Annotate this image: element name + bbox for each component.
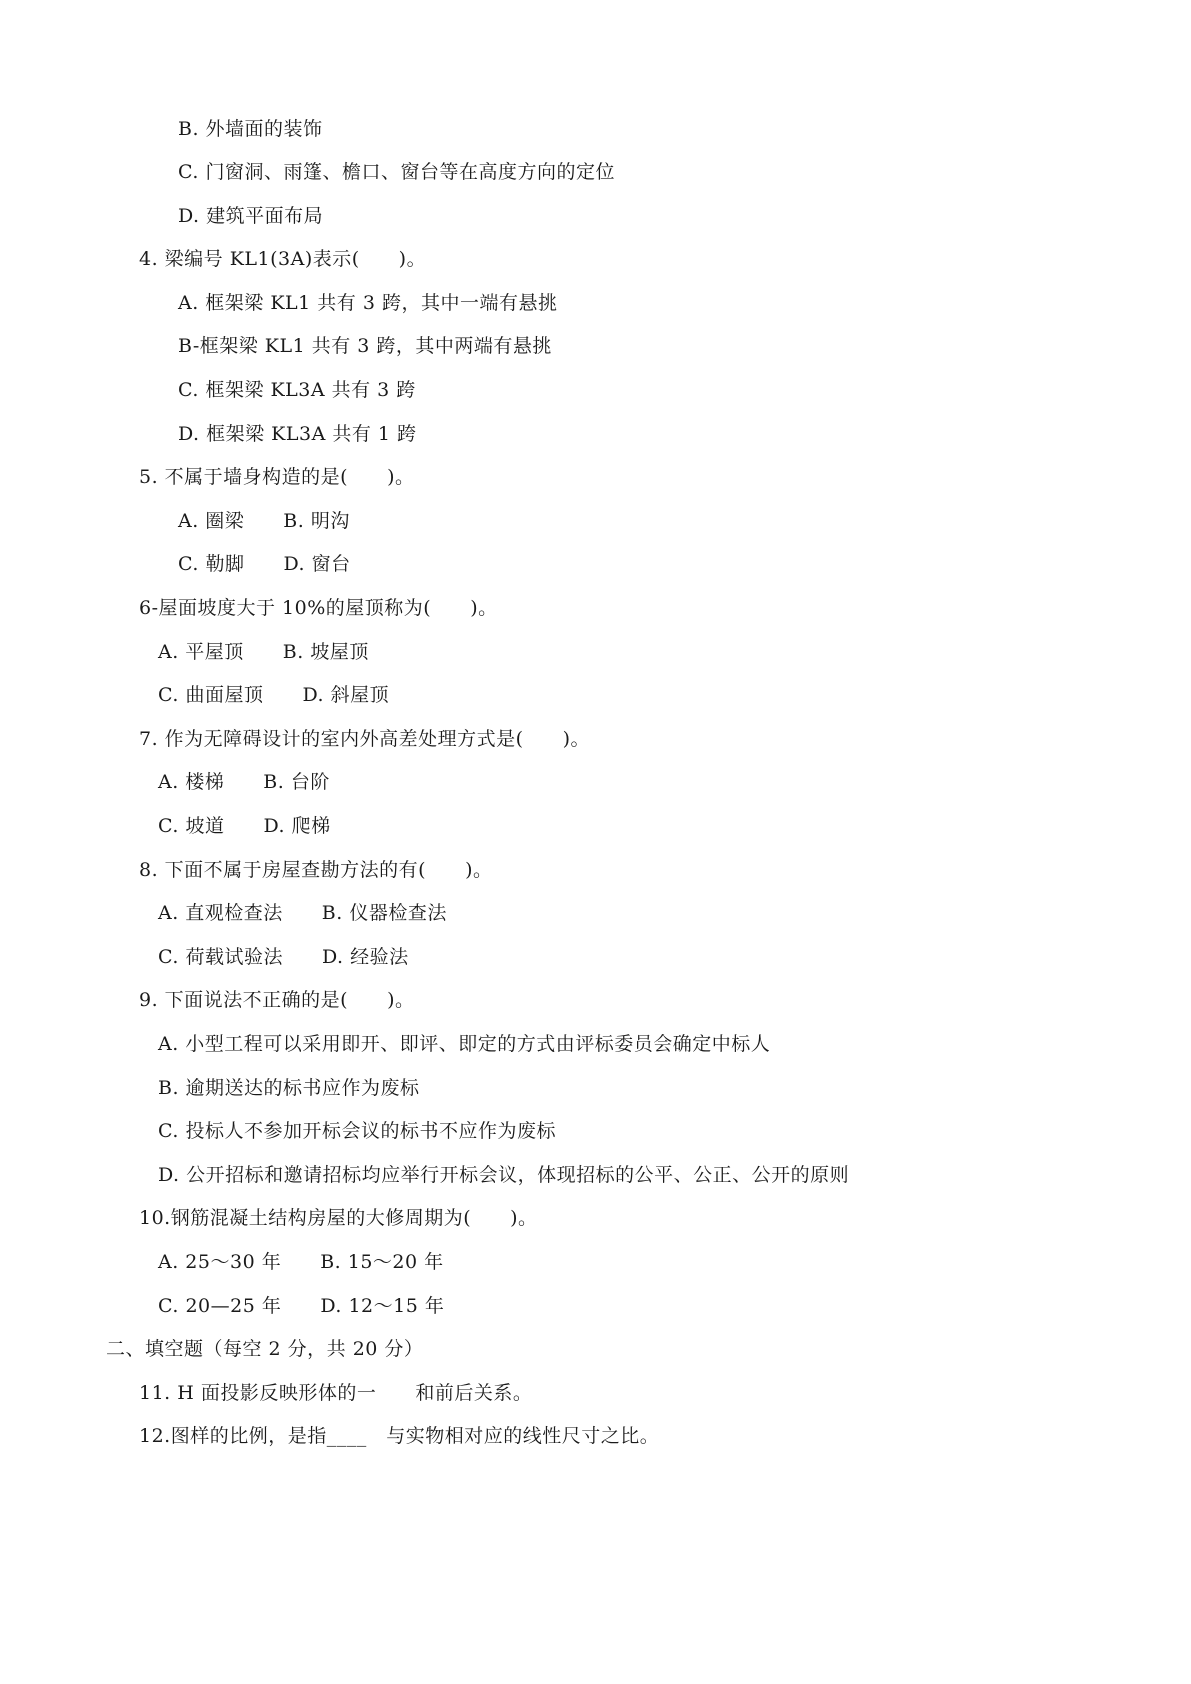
- q9-option-b: B. 逾期送达的标书应作为废标: [158, 1077, 420, 1099]
- q4-option-c: C. 框架梁 KL3A 共有 3 跨: [178, 379, 416, 401]
- q10-stem: 10.钢筋混凝土结构房屋的大修周期为( )。: [139, 1207, 538, 1229]
- q9-stem: 9. 下面说法不正确的是( )。: [139, 989, 415, 1011]
- q5-options-ab: A. 圈梁 B. 明沟: [178, 510, 350, 532]
- q4-option-b: B-框架梁 KL1 共有 3 跨，其中两端有悬挑: [178, 335, 552, 357]
- q4-option-a: A. 框架梁 KL1 共有 3 跨，其中一端有悬挑: [178, 292, 558, 314]
- q4-stem: 4. 梁编号 KL1(3A)表示( )。: [139, 248, 427, 270]
- section-heading-fill-blank: 二、填空题（每空 2 分，共 20 分）: [106, 1338, 424, 1360]
- q10-options-cd: C. 20—25 年 D. 12～15 年: [158, 1295, 445, 1317]
- q8-options-cd: C. 荷载试验法 D. 经验法: [158, 946, 409, 968]
- q8-options-ab: A. 直观检查法 B. 仪器检查法: [158, 902, 447, 924]
- q8-stem: 8. 下面不属于房屋查勘方法的有( )。: [139, 859, 493, 881]
- q9-option-d: D. 公开招标和邀请招标均应举行开标会议，体现招标的公平、公正、公开的原则: [158, 1164, 850, 1186]
- q11-stem: 11. H 面投影反映形体的一 和前后关系。: [139, 1382, 533, 1404]
- q5-options-cd: C. 勒脚 D. 窗台: [178, 553, 351, 575]
- q6-options-cd: C. 曲面屋顶 D. 斜屋顶: [158, 684, 390, 706]
- q3-option-d: D. 建筑平面布局: [178, 205, 324, 227]
- q6-stem: 6-屋面坡度大于 10%的屋顶称为( )。: [139, 597, 498, 619]
- q5-stem: 5. 不属于墙身构造的是( )。: [139, 466, 415, 488]
- q3-option-b: B. 外墙面的装饰: [178, 118, 323, 140]
- q7-stem: 7. 作为无障碍设计的室内外高差处理方式是( )。: [139, 728, 590, 750]
- q6-options-ab: A. 平屋顶 B. 坡屋顶: [158, 641, 369, 663]
- q10-options-ab: A. 25～30 年 B. 15～20 年: [158, 1251, 444, 1273]
- q7-options-cd: C. 坡道 D. 爬梯: [158, 815, 331, 837]
- q4-option-d: D. 框架梁 KL3A 共有 1 跨: [178, 423, 417, 445]
- q3-option-c: C. 门窗洞、雨篷、檐口、窗台等在高度方向的定位: [178, 161, 615, 183]
- q7-options-ab: A. 楼梯 B. 台阶: [158, 771, 330, 793]
- q9-option-c: C. 投标人不参加开标会议的标书不应作为废标: [158, 1120, 556, 1142]
- q12-stem: 12.图样的比例，是指____ 与实物相对应的线性尺寸之比。: [139, 1425, 660, 1447]
- q9-option-a: A. 小型工程可以采用即开、即评、即定的方式由评标委员会确定中标人: [158, 1033, 771, 1055]
